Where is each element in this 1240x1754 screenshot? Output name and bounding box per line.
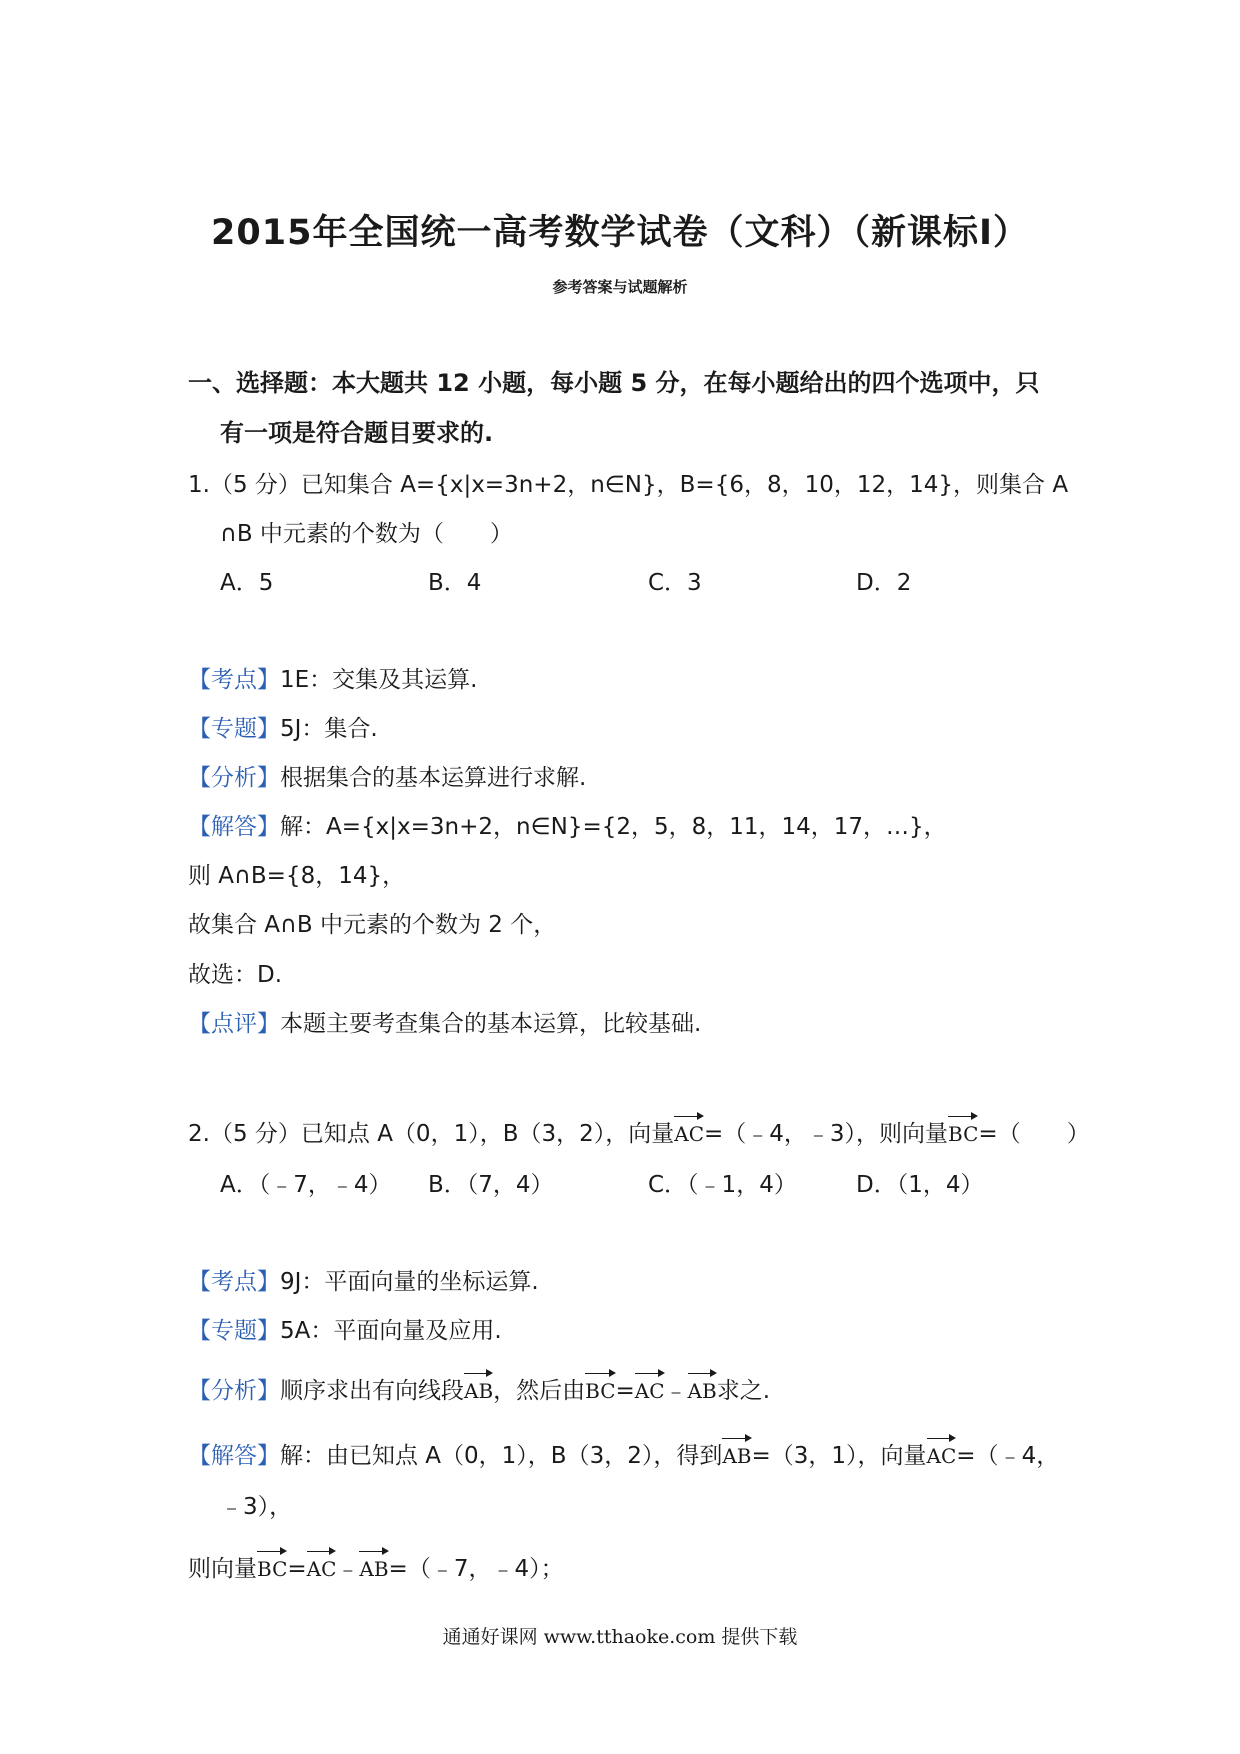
vector-ac: AC <box>635 1372 665 1406</box>
q1-zhuanti-text: 5J：集合. <box>280 716 378 742</box>
q2-fenxi-part-d: ﹣ <box>664 1378 688 1404</box>
vector-bc: BC <box>257 1550 287 1584</box>
q1-kaodian <box>188 665 477 695</box>
q1-zhuanti <box>188 714 378 744</box>
q2-kaodian <box>188 1267 539 1297</box>
vector-ab: AB <box>722 1437 751 1471</box>
q2-jieda-part-c: =（﹣4， <box>956 1443 1060 1469</box>
q2-fenxi-part-b: ，然后由 <box>493 1378 586 1404</box>
vector-ac: AC <box>307 1550 337 1584</box>
q1-option-a: A．5 <box>220 570 274 596</box>
q1-solution-line4: 故选：D. <box>188 962 283 988</box>
q2-option-b: B．（7，4） <box>428 1172 554 1198</box>
section-heading-line2: 有一项是符合题目要求的. <box>220 419 494 447</box>
page-footer: 通通好课网 www.tthaoke.com 提供下载 <box>442 1626 798 1648</box>
page-title: 2015年全国统一高考数学试卷（文科）（新课标Ⅰ） <box>211 213 1029 253</box>
q1-jieda <box>188 812 947 842</box>
vector-bc: BC <box>585 1372 615 1406</box>
q1-solution-line2: 则 A∩B={8，14}， <box>188 863 406 889</box>
q2-kaodian-text: 9J：平面向量的坐标运算. <box>280 1269 539 1295</box>
q2-jieda <box>188 1437 1059 1471</box>
q2-option-c: C．（﹣1，4） <box>648 1172 797 1198</box>
q1-zhuanti-tag: 【专题】 <box>188 716 280 742</box>
q1-option-d: D．2 <box>856 570 912 596</box>
vector-ab: AB <box>359 1550 388 1584</box>
q1-stem-line1: 1.（5 分）已知集合 A={x|x=3n+2，n∈N}，B={6，8，10，12，14}，则集合 A <box>188 472 1069 498</box>
q1-fenxi-text: 根据集合的基本运算进行求解. <box>280 765 587 791</box>
q2-fenxi-part-e: 求之. <box>716 1378 770 1404</box>
q2-option-d: D．（1，4） <box>856 1172 984 1198</box>
q2-zhuanti <box>188 1316 502 1346</box>
page-subtitle: 参考答案与试题解析 <box>552 278 688 296</box>
q2-zhuanti-tag: 【专题】 <box>188 1318 280 1344</box>
q1-kaodian-text: 1E：交集及其运算. <box>280 667 478 693</box>
q1-fenxi <box>188 763 586 793</box>
q2-option-a: A．（﹣7，﹣4） <box>220 1172 392 1198</box>
q1-dianping-text: 本题主要考查集合的基本运算，比较基础. <box>280 1011 702 1037</box>
q2-fenxi-tag: 【分析】 <box>188 1378 280 1404</box>
q1-solution-line3: 故集合 A∩B 中元素的个数为 2 个， <box>188 912 557 938</box>
q2-fenxi-part-c: = <box>615 1378 635 1404</box>
section-heading-line1: 一、选择题：本大题共 12 小题，每小题 5 分，在每小题给出的四个选项中，只 <box>188 369 1040 397</box>
vector-ab: AB <box>688 1372 717 1406</box>
q2-stem-part-c: =（ ） <box>978 1121 1090 1147</box>
q2-stem-part-a: 2.（5 分）已知点 A（0，1），B（3，2），向量 <box>188 1121 675 1147</box>
q2-jieda-tag: 【解答】 <box>188 1443 280 1469</box>
vector-ac: AC <box>927 1437 957 1471</box>
q2-sol3-part-a: 则向量 <box>188 1556 257 1582</box>
q1-fenxi-tag: 【分析】 <box>188 765 280 791</box>
q2-solution-line3 <box>188 1550 564 1584</box>
q1-dianping-tag: 【点评】 <box>188 1011 280 1037</box>
q1-option-c: C．3 <box>648 570 702 596</box>
q1-stem-line2: ∩B 中元素的个数为（ ） <box>220 521 513 547</box>
q2-jieda-part-a: 解：由已知点 A（0，1），B（3，2），得到 <box>280 1443 723 1469</box>
q2-jieda-part-b: =（3，1），向量 <box>751 1443 927 1469</box>
q2-sol3-part-c: ﹣ <box>336 1556 360 1582</box>
q2-zhuanti-text: 5A：平面向量及应用. <box>280 1318 502 1344</box>
q2-stem-part-b: =（﹣4，﹣3），则向量 <box>704 1121 949 1147</box>
q2-sol3-part-d: =（﹣7，﹣4）； <box>388 1556 564 1582</box>
q1-jieda-tag: 【解答】 <box>188 814 280 840</box>
q2-stem <box>188 1115 1090 1149</box>
vector-ac: AC <box>674 1115 704 1149</box>
q1-option-b: B．4 <box>428 570 482 596</box>
vector-ab: AB <box>464 1372 493 1406</box>
q2-fenxi <box>188 1372 770 1406</box>
q2-sol3-part-b: = <box>287 1556 307 1582</box>
q2-kaodian-tag: 【考点】 <box>188 1269 280 1295</box>
q1-kaodian-tag: 【考点】 <box>188 667 280 693</box>
vector-bc: BC <box>948 1115 978 1149</box>
q1-jieda-text: 解：A={x|x=3n+2，n∈N}={2，5，8，11，14，17，…}， <box>280 814 947 840</box>
q2-solution-line2: ﹣3）， <box>220 1494 293 1520</box>
q1-dianping <box>188 1009 701 1039</box>
q2-fenxi-part-a: 顺序求出有向线段 <box>280 1378 464 1404</box>
